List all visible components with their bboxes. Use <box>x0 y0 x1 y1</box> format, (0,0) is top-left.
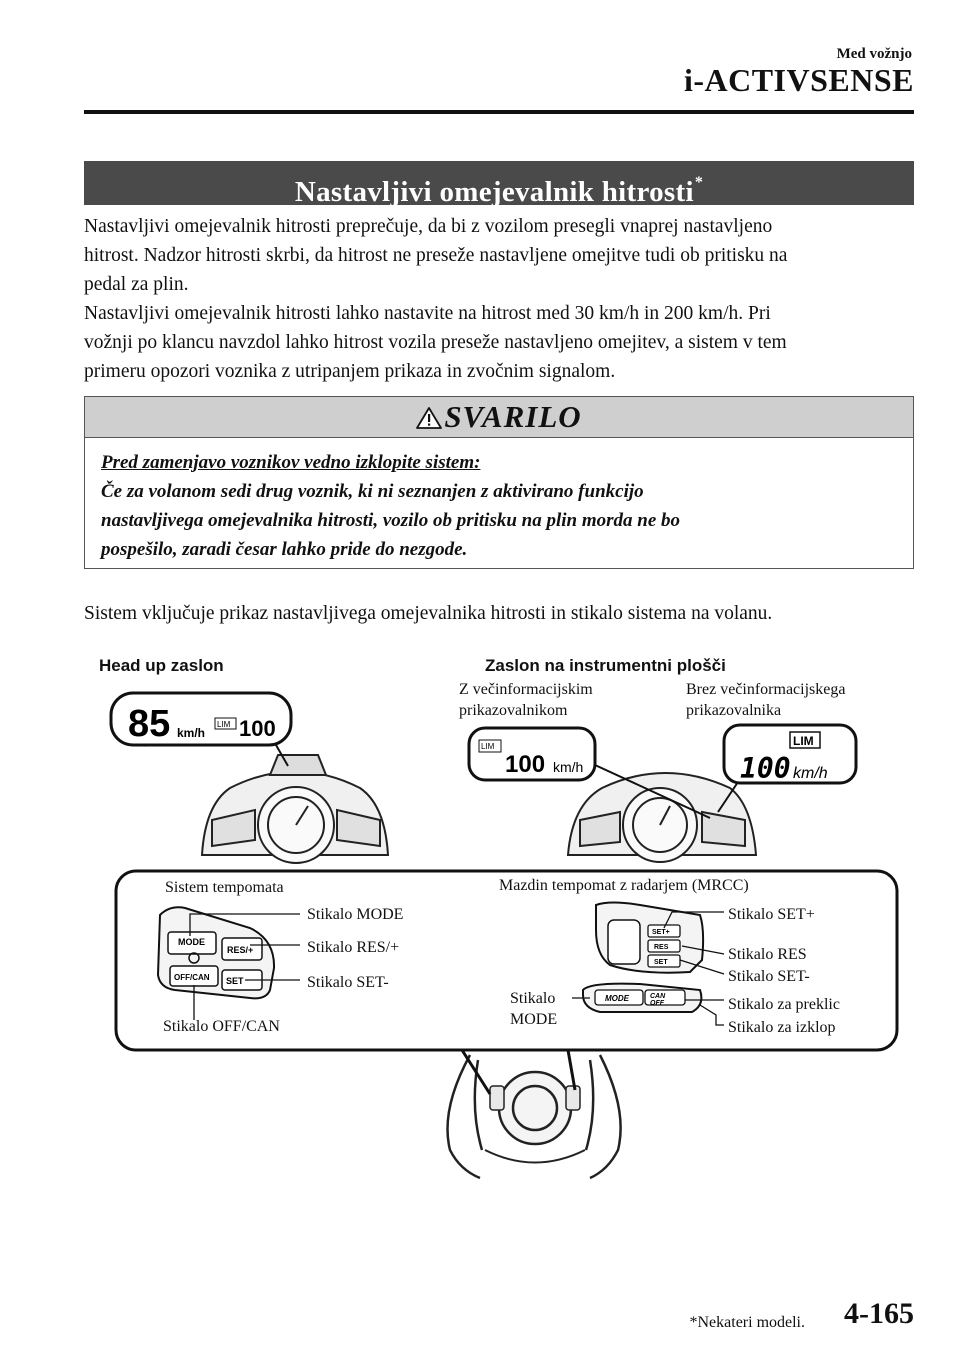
system-text: Sistem vključuje prikaz nastavljivega omejevalnika hitrosti in stikalo sistema na volanu. <box>84 603 773 624</box>
mrcc-mode-line: MODE <box>510 1011 558 1028</box>
footnote: *Nekateri modeli. <box>689 1314 805 1331</box>
mid-limit: 100 <box>505 751 546 778</box>
mrcc-label-set: Stikalo SET- <box>728 968 810 985</box>
warning-heading: Pred zamenjavo voznikov vedno izklopite sistem: <box>101 452 481 473</box>
seg-lim: LIM <box>793 734 814 748</box>
cluster-label: Zaslon na instrumentni plošči <box>485 656 726 675</box>
hud-limit: 100 <box>239 716 276 741</box>
without-mid-line: Brez večinformacijskega <box>686 681 846 698</box>
instrument-cluster-illustration <box>568 773 756 862</box>
intro-line: Nastavljivi omejevalnik hitrosti lahko nastavite na hitrost med 30 km/h in 200 km/h. Pri <box>84 303 771 324</box>
hud-speed: 85 <box>128 703 171 745</box>
hud-lim: LIM <box>217 720 231 729</box>
intro-line: hitrost. Nadzor hitrosti skrbi, da hitrost ne preseže nastavljene omejitve tudi ob pritisku na <box>84 245 788 266</box>
mrcc-res-text: RES <box>654 944 669 951</box>
seg-limit: 100 <box>740 752 791 785</box>
cruise-label-set: Stikalo SET- <box>307 974 389 991</box>
sw-offcan-text: OFF/CAN <box>174 973 210 982</box>
intro-line: Nastavljivi omejevalnik hitrosti preprečuje, da bi z vozilom presegli vnaprej nastavljeno <box>84 216 773 237</box>
intro-line: pedal za plin. <box>84 274 189 295</box>
mid-lim: LIM <box>481 742 495 751</box>
steering-wheel-illustration <box>448 1055 621 1178</box>
sw-mode-text: MODE <box>178 937 205 947</box>
mrcc-set-text: SET <box>654 959 668 966</box>
warning-line: pospešilo, zaradi česar lahko pride do nezgode. <box>101 539 468 560</box>
cruise-label-res: Stikalo RES/+ <box>307 939 400 956</box>
mrcc-label-setplus: Stikalo SET+ <box>728 906 815 923</box>
with-mid-line: Z večinformacijskim <box>459 681 593 698</box>
hud-cluster-illustration <box>202 755 388 863</box>
mrcc-label-res: Stikalo RES <box>728 946 807 963</box>
mrcc-setplus-text: SET+ <box>652 929 670 936</box>
warning-line: nastavljivega omejevalnika hitrosti, vozilo ob pritisku na plin morda ne bo <box>101 510 681 531</box>
cruise-label-offcan: Stikalo OFF/CAN <box>163 1018 280 1035</box>
cruise-label-mode: Stikalo MODE <box>307 906 404 923</box>
mrcc-label-mode <box>510 988 557 1030</box>
sw-res-text: RES/+ <box>227 945 254 955</box>
mrcc-system-title: Mazdin tempomat z radarjem (MRCC) <box>499 877 749 894</box>
without-mid-line: prikazovalnika <box>686 702 782 719</box>
mrcc-label-cancel: Stikalo za preklic <box>728 996 840 1013</box>
hud-speed-unit: km/h <box>177 726 206 740</box>
mrcc-can-text: CAN <box>650 993 666 1000</box>
section-title: Nastavljivi omejevalnik hitrosti <box>294 176 694 208</box>
running-header-chapter: i-ACTIVSENSE <box>683 62 914 98</box>
intro-line: primeru opozori voznika z utripanjem prikaza in zvočnim signalom. <box>84 361 616 382</box>
intro-line: vožnji po klancu navzdol lahko hitrost vozila preseže nastavljeno omejitev, a sistem v tem <box>84 332 787 353</box>
with-mid-line: prikazovalnikom <box>459 702 568 719</box>
warning-line: Če za volanom sedi drug voznik, ki ni seznanjen z aktivirano funkcijo <box>101 481 644 502</box>
mrcc-mode-line: Stikalo <box>510 990 556 1007</box>
mid-unit: km/h <box>553 759 584 775</box>
title-footnote-mark: * <box>694 174 704 191</box>
page-number: 4-165 <box>844 1297 914 1330</box>
sw-set-text: SET <box>226 976 244 986</box>
mrcc-off-text: OFF <box>650 1000 664 1007</box>
warning-title: SVARILO <box>444 399 582 434</box>
hud-label: Head up zaslon <box>99 656 224 675</box>
cruise-system-title: Sistem tempomata <box>165 879 284 896</box>
mrcc-mode-text: MODE <box>605 994 629 1003</box>
mrcc-label-off: Stikalo za izklop <box>728 1019 836 1036</box>
seg-unit: km/h <box>793 765 828 782</box>
running-header-section: Med vožnjo <box>836 46 912 62</box>
